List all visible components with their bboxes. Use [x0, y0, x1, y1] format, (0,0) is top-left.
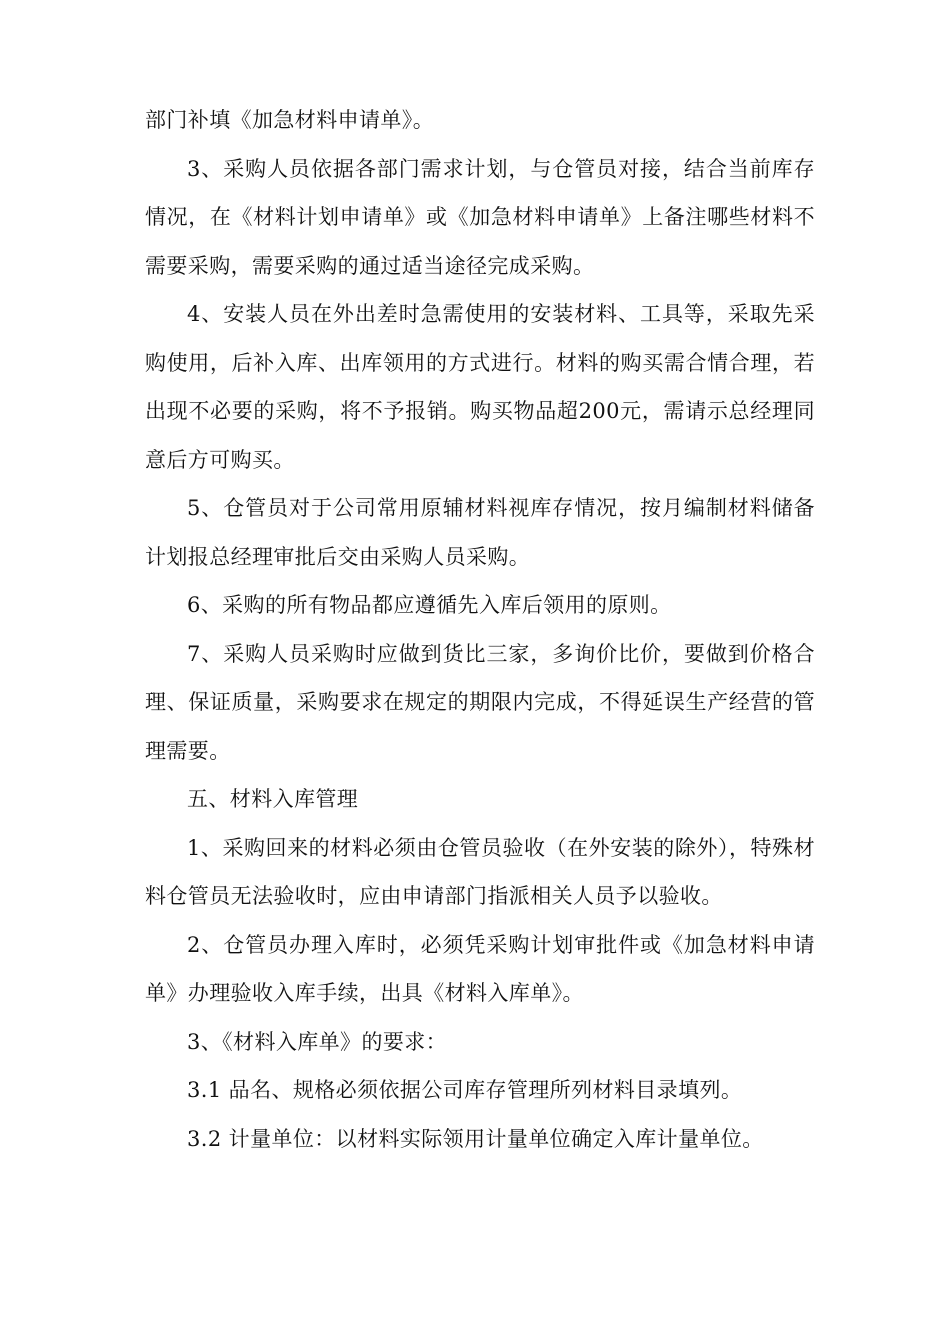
paragraph-subitem-3-2: 3.2 计量单位：以材料实际领用计量单位确定入库计量单位。: [187, 1126, 764, 1151]
paragraph-continuation: 部门补填《加急材料申请单》。: [145, 108, 435, 132]
paragraph-receiving-2: 2、仓管员办理入库时，必须凭采购计划审批件或《加急材料申请单》办理验收入库手续，出具《材料入库单》。: [145, 932, 815, 1005]
paragraph-subitem-3-1: 3.1 品名、规格必须依据公司库存管理所列材料目录填列。: [187, 1078, 743, 1102]
paragraph-item-5: 5、仓管员对于公司常用原辅材料视库存情况，按月编制材料储备计划报总经理审批后交由采购人员采购。: [145, 496, 815, 569]
paragraph-receiving-3: 3、《材料入库单》的要求：: [187, 1029, 448, 1054]
paragraph-item-3: 3、采购人员依据各部门需求计划，与仓管员对接，结合当前库存情况，在《材料计划申请单》或《加急材料申请单》上备注哪些材料不需要采购，需要采购的通过适当途径完成采购。: [145, 156, 815, 278]
paragraph-item-6: 6、采购的所有物品都应遵循先入库后领用的原则。: [187, 593, 672, 617]
section-heading: 五、材料入库管理: [187, 787, 359, 811]
document-body: [145, 96, 815, 1163]
paragraph-item-4: 4、安装人员在外出差时急需使用的安装材料、工具等，采取先采购使用，后补入库、出库领用的方式进行。材料的购买需合情合理，若出现不必要的采购，将不予报销。购买物品超200元，需请示总经理同意后方可购买。: [145, 302, 815, 472]
paragraph-receiving-1: 1、采购回来的材料必须由仓管员验收（在外安装的除外），特殊材料仓管员无法验收时，应由申请部门指派相关人员予以验收。: [145, 835, 815, 908]
paragraph-item-7: 7、采购人员采购时应做到货比三家，多询价比价，要做到价格合理、保证质量，采购要求在规定的期限内完成，不得延误生产经营的管理需要。: [145, 641, 815, 763]
